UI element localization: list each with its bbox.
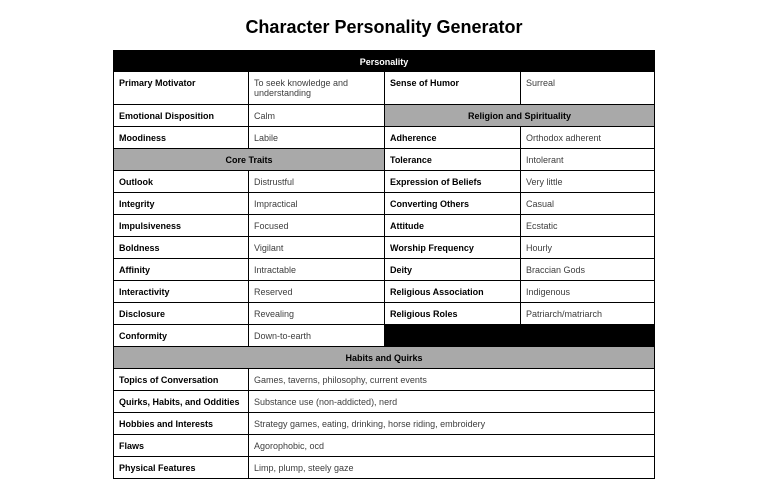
- value-impulsiveness: Focused: [248, 214, 384, 236]
- value-converting-others: Casual: [520, 192, 654, 214]
- value-physical-features: Limp, plump, steely gaze: [248, 456, 654, 478]
- value-quirks-habits-and-oddities: Substance use (non-addicted), nerd: [248, 390, 654, 412]
- section-header-religion-and-spirituality: Religion and Spirituality: [384, 104, 654, 126]
- section-header-personality: Personality: [113, 51, 654, 72]
- field-adherence: Adherence: [384, 126, 520, 148]
- value-primary-motivator: To seek knowledge and understanding: [248, 71, 384, 104]
- table-row: [113, 456, 654, 478]
- value-sense-of-humor: Surreal: [520, 71, 654, 104]
- field-quirks-habits-and-oddities: Quirks, Habits, and Oddities: [113, 390, 248, 412]
- field-primary-motivator: Primary Motivator: [113, 71, 248, 104]
- field-religious-association: Religious Association: [384, 280, 520, 302]
- section-header-core-traits: Core Traits: [113, 148, 384, 170]
- table-row: [113, 104, 654, 126]
- page-title: Character Personality Generator: [245, 17, 523, 37]
- field-religious-roles: Religious Roles: [384, 302, 520, 324]
- table-row: [113, 214, 654, 236]
- field-hobbies-and-interests: Hobbies and Interests: [113, 412, 248, 434]
- field-tolerance: Tolerance: [384, 148, 520, 170]
- field-expression-of-beliefs: Expression of Beliefs: [384, 170, 520, 192]
- value-attitude: Ecstatic: [520, 214, 654, 236]
- field-impulsiveness: Impulsiveness: [113, 214, 248, 236]
- table-row: [113, 324, 654, 346]
- table-row: [113, 412, 654, 434]
- table-row: [113, 434, 654, 456]
- value-expression-of-beliefs: Very little: [520, 170, 654, 192]
- value-tolerance: Intolerant: [520, 148, 654, 170]
- field-worship-frequency: Worship Frequency: [384, 236, 520, 258]
- table-row: [113, 71, 654, 104]
- value-hobbies-and-interests: Strategy games, eating, drinking, horse riding, embroidery: [248, 412, 654, 434]
- black-filler-cell: [384, 324, 654, 346]
- field-topics-of-conversation: Topics of Conversation: [113, 368, 248, 390]
- field-moodiness: Moodiness: [113, 126, 248, 148]
- value-conformity: Down-to-earth: [248, 324, 384, 346]
- character-table: [113, 50, 655, 479]
- field-converting-others: Converting Others: [384, 192, 520, 214]
- value-flaws: Agorophobic, ocd: [248, 434, 654, 456]
- field-outlook: Outlook: [113, 170, 248, 192]
- field-interactivity: Interactivity: [113, 280, 248, 302]
- value-worship-frequency: Hourly: [520, 236, 654, 258]
- field-deity: Deity: [384, 258, 520, 280]
- value-religious-roles: Patriarch/matriarch: [520, 302, 654, 324]
- value-religious-association: Indigenous: [520, 280, 654, 302]
- table-row: [113, 302, 654, 324]
- table-row: [113, 390, 654, 412]
- table-row: [113, 170, 654, 192]
- field-affinity: Affinity: [113, 258, 248, 280]
- value-interactivity: Reserved: [248, 280, 384, 302]
- value-disclosure: Revealing: [248, 302, 384, 324]
- field-physical-features: Physical Features: [113, 456, 248, 478]
- field-sense-of-humor: Sense of Humor: [384, 71, 520, 104]
- table-row: [113, 51, 654, 72]
- table-row: [113, 148, 654, 170]
- field-conformity: Conformity: [113, 324, 248, 346]
- field-flaws: Flaws: [113, 434, 248, 456]
- table-row: [113, 258, 654, 280]
- value-affinity: Intractable: [248, 258, 384, 280]
- field-boldness: Boldness: [113, 236, 248, 258]
- value-integrity: Impractical: [248, 192, 384, 214]
- field-disclosure: Disclosure: [113, 302, 248, 324]
- value-topics-of-conversation: Games, taverns, philosophy, current events: [248, 368, 654, 390]
- table-row: [113, 236, 654, 258]
- table-row: [113, 346, 654, 368]
- value-boldness: Vigilant: [248, 236, 384, 258]
- table-row: [113, 192, 654, 214]
- value-moodiness: Labile: [248, 126, 384, 148]
- table-row: [113, 126, 654, 148]
- value-adherence: Orthodox adherent: [520, 126, 654, 148]
- value-emotional-disposition: Calm: [248, 104, 384, 126]
- field-attitude: Attitude: [384, 214, 520, 236]
- field-integrity: Integrity: [113, 192, 248, 214]
- value-outlook: Distrustful: [248, 170, 384, 192]
- table-row: [113, 368, 654, 390]
- section-header-habits-and-quirks: Habits and Quirks: [113, 346, 654, 368]
- field-emotional-disposition: Emotional Disposition: [113, 104, 248, 126]
- table-row: [113, 280, 654, 302]
- value-deity: Braccian Gods: [520, 258, 654, 280]
